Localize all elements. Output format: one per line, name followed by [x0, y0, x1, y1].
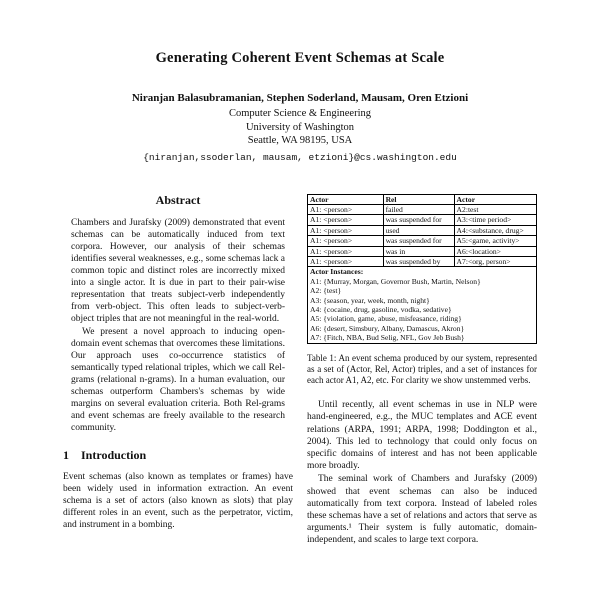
abstract-heading: Abstract [155, 192, 201, 207]
actor-instances-row [308, 314, 537, 323]
table-header-actor-right: Actor [454, 194, 536, 204]
table-1-block [307, 194, 537, 387]
table-cell: was suspended for [383, 236, 454, 246]
actor-instances-row [308, 296, 537, 305]
two-column-body [0, 189, 600, 547]
table-header-row [308, 194, 537, 204]
table-row [308, 236, 537, 246]
actor-instances-row [308, 324, 537, 333]
table-row [308, 225, 537, 235]
actor-instances-row [308, 333, 537, 343]
affiliation-university: University of Washington [245, 121, 355, 133]
table-cell: A1: <person> [308, 204, 384, 214]
event-schema-table [307, 194, 537, 344]
table-cell: A1: <person> [308, 225, 384, 235]
table-header-actor-left: Actor [308, 194, 384, 204]
affiliation-address: Seattle, WA 98195, USA [247, 135, 353, 146]
actor-instance: A6: {desert, Simsbury, Albany, Damascus, Akron} [310, 323, 465, 333]
table-cell: A1: <person> [308, 246, 384, 256]
right-column [307, 189, 537, 547]
table-cell: A4:<substance, drug> [454, 225, 536, 235]
table-cell: A1: <person> [308, 215, 384, 225]
intro-paragraph: Event schemas (also known as templates or frames) have been widely used in information extraction. An event schema is a set of actors (also known as slots) that play different roles in an event, such as the perpetrator, victim, and instrument in a bombing. [63, 471, 293, 531]
table-cell: A1: <person> [308, 256, 384, 266]
table-row [308, 246, 537, 256]
abstract-paragraph-2: We present a novel approach to inducing open-domain event schemas that overcomes these limitations. Our approach uses co-occurrence statistics of semantically typed relational triples, which we call Rel-grams (relational n-grams). In a human evaluation, our schemas outperform Chambers's schemas by wide margins on several evaluation criteria. Both Rel-grams and event schemas are freely available to the research community. [71, 326, 285, 433]
related-paragraph-1: Until recently, all event schemas in use in NLP were hand-engineered, e.g., the MUC templates and ACE event relations (ARPA, 1991; ARPA, 1998; Doddington et al., 2004). This led to technology that could only focus on specific domains of interest and has not been applicable more broadly. [307, 400, 537, 472]
related-paragraph-2: The seminal work of Chambers and Jurafsky (2009) showed that event schemas can also be induced automatically from text corpora. Instead of labeled roles these schemas have a set of relations and actors that serve as arguments.¹ Their system is fully automatic, domain-independent, and scales to large text corpora. [307, 474, 537, 546]
table-cell: A7:<org, person> [454, 256, 536, 266]
section-heading-introduction: 1 Introduction [63, 447, 147, 462]
left-column [63, 189, 293, 547]
actor-instances-row [308, 277, 537, 286]
table-header-rel: Rel [383, 194, 454, 204]
actor-instance: A2: {test} [310, 286, 342, 296]
table-cell: was suspended for [383, 215, 454, 225]
actor-instances-heading-row [308, 267, 537, 277]
paper-title: Generating Coherent Event Schemas at Scale [155, 50, 445, 66]
table-caption: Table 1: An event schema produced by our system, represented as a set of (Actor, Rel, Actor) triples, and a set of instances for each actor A1, A2, etc. For clarity we show unstemmed verbs. [307, 352, 537, 385]
actor-instances-heading: Actor Instances: [308, 267, 537, 277]
author-line: Niranjan Balasubramanian, Stephen Soderland, Mausam, Oren Etzioni [131, 92, 469, 104]
actor-instances-row [308, 286, 537, 295]
table-cell: A1: <person> [308, 236, 384, 246]
table-row [308, 256, 537, 266]
table-cell: A3:<time period> [454, 215, 536, 225]
table-cell: was suspended by [383, 256, 454, 266]
table-cell: was in [383, 246, 454, 256]
paper-header [0, 0, 600, 163]
author-emails: {niranjan,ssoderlan, mausam, etzioni}@cs.washington.edu [143, 151, 457, 163]
table-cell: A2:test [454, 204, 536, 214]
right-column-text [307, 399, 537, 546]
table-row [308, 204, 537, 214]
affiliation-department: Computer Science & Engineering [228, 108, 371, 119]
actor-instances-row [308, 305, 537, 314]
actor-instance: A4: {cocaine, drug, gasoline, vodka, sedative} [310, 304, 452, 314]
table-cell: failed [383, 204, 454, 214]
actor-instance: A5: {violation, game, abuse, misfeasance, riding} [310, 314, 462, 324]
actor-instance: A3: {season, year, week, month, night} [310, 295, 430, 305]
table-cell: A5:<game, activity> [454, 236, 536, 246]
table-cell: A6:<location> [454, 246, 536, 256]
actor-instance: A1: {Murray, Morgan, Governor Bush, Martin, Nelson} [310, 276, 481, 286]
table-row [308, 215, 537, 225]
abstract-paragraph-1: Chambers and Jurafsky (2009) demonstrated that event schemas can be automatically induced from text corpora. However, our analysis of their schemas identifies several weaknesses, e.g., some schemas lack a common topic and distinct roles are incorrectly mixed into a single actor. It is due in part to their pair-wise representation that treats subject-verb independently from verb-object. This often leads to subject-verb-object triples that are not meaningful in the real-world. [71, 217, 285, 324]
actor-instance: A7: {Fitch, NBA, Bud Selig, NFL, Gov Jeb Bush} [310, 333, 465, 343]
table-cell: used [383, 225, 454, 235]
